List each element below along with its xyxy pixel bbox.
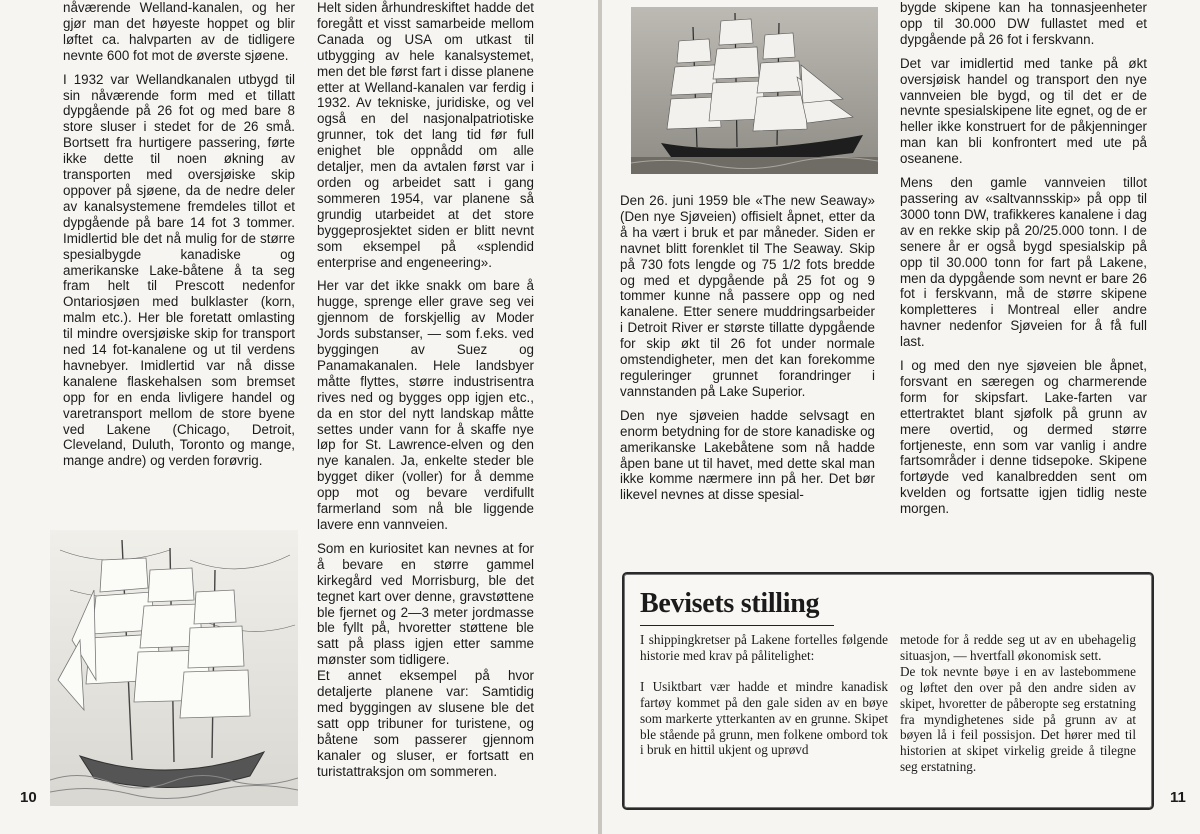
sidebar-box <box>622 572 1154 810</box>
box-paragraph: I shippingkretser på Lakene fortelles følgende historie med krav på pålitelighet: <box>640 632 888 663</box>
left-page-column-1 <box>63 0 295 469</box>
page-number: 11 <box>1170 789 1186 806</box>
box-column-left <box>640 632 888 758</box>
paragraph: Mens den gamle vannveien tillot passering av «saltvannsskip» på opp til 3000 tonn DW, trafikkeres kanalene i dag av en rekke skip på 20/25.000 tonn. I de senere år er også bygd spesialskip på opp til 30.000 tonn for fart på Lakene, men da dypgående som nevnt er bare 26 fot i ferskvann, må de større skipene kompletteres i Montreal eller andre havner nedenfor Sjøveien for å få full last. <box>900 175 1147 350</box>
paragraph: nåværende Welland-kanalen, og her gjør man det høyeste hoppet og blir løftet ca. halvparten av de tidligere nevnte 600 fot mot de øverste sjøene. <box>63 0 295 63</box>
sailing-ship-illustration <box>50 530 298 806</box>
left-page <box>0 0 598 834</box>
box-title: Bevisets stilling <box>640 588 820 619</box>
paragraph: Den 26. juni 1959 ble «The new Seaway» (Den nye Sjøveien) offisielt åpnet, etter da å ha vært i bruk et par måneder. Siden er navnet blitt forenklet til The Seaway. Skip på 730 fots lengde og 75 1/2 fots bredde og med et dypgående på 25 fot og 9 tommer kunne nå passere opp og ned kanalene. Etter senere muddringsarbeider i Detroit River er største tillatte dypgående for skip økt til 26 fot under normale omstendigheter, men det kan forekomme reguleringer grunnet forandringer i vannstanden på Lake Superior. <box>620 193 875 399</box>
paragraph: Et annet eksempel på hvor detaljerte planene var: Samtidig med byggingen av slusene ble det satt opp tribuner for turistene, og båtene som passerer gjennom kanaler og sluser, er fortsatt en turistattraksjon om sommeren. <box>317 668 534 779</box>
left-page-column-2 <box>317 0 534 780</box>
paragraph: Her var det ikke snakk om bare å hugge, sprenge eller grave seg vei gjennom de forskjellig av Moder Jords substanser, — som f.eks. ved byggingen av Suez og Panamakanalen. Hele landsbyer måtte flyttes, større industrisentra rives ned og bygges opp igjen etc., da en stor del nytt landskap måtte settes under vann for å skaffe nye løp for St. Lawrence-elven og den nye kanalen. Ja, enkelte steder ble bygget diker (voller) for å demme opp mot og bevare verdifullt farmerland som nå ble liggende lavere enn vannveien. <box>317 278 534 532</box>
right-page <box>602 0 1200 834</box>
paragraph: Den nye sjøveien hadde selvsagt en enorm betydning for de store kanadiske og amerikanske Lakebåtene som nå hadde åpen bane ut til havet, med dette skal man ikke komme nærmere inn på her. Det bør likevel nevnes at disse spesial- <box>620 407 875 503</box>
paragraph: Helt siden århundreskiftet hadde det foregått et visst samarbeide mellom Canada og USA om utkast til utbygging av hele kanalsystemet, men det ble først fart i disse planene etter at Welland-kanalen var ferdig i 1932. Av tekniske, juridiske, og vel også en del nasjonalpatriotiske grunner, tok det lang tid før full enighet ble oppnådd om alle detaljer, men da avtalen først var i orden og arbeidet satt i gang sommeren 1954, var planene så grundig utarbeidet at det store byggeprosjektet siden er blitt nevnt som eksempel på «splendid enterprise and engeneering». <box>317 0 534 270</box>
paragraph: I 1932 var Wellandkanalen utbygd til sin nåværende form med et tillatt dypgående på 26 fot og med bare 8 store sluser i stedet for de 26 små. Bortsett fra hurtigere passering, førte ikke dette til noen økning av transporten med oversjøiske skip oppover på sjøene, da de nedre deler av kanalsystemene fremdeles tillot et dypgående på bare 14 fot 3 tommer. Imidlertid ble det nå mulig for de større spesialbygde kanadiske og amerikanske Lake-båtene å ta seg fram helt til Prescott nedenfor Ontariosjøen med bulklaster (korn, malm etc.). Her ble foretatt omlasting til mindre oversjøiske skip for transport ned 14 fot-kanalene og ut til verdens havnebyer. Imidlertid var nå disse kanalene flaskehalsen som bremset opp for en enda livligere handel og varetransport mellom de store byene ved Lakene (Chicago, Detroit, Cleveland, Duluth, Toronto og mange, mange andre) og verden forøvrig. <box>63 71 295 469</box>
page-number: 10 <box>20 789 37 806</box>
box-paragraph: De tok nevnte bøye i en av lastebommene og løftet den over på den andre siden av skipet, hvoretter de påberopte seg erstatning fra myndighetenes side på grunn av at bøyen lå i feil possisjon. Det hører med til historien at skipet virkelig greide å tilegne seg erstatning. <box>900 663 1136 775</box>
paragraph: Det var imidlertid med tanke på økt oversjøisk handel og transport den nye vannveien ble bygd, og til det er de nevnte spesialskipene lite egnet, og de er heller ikke konstruert for de påkjenninger man kan bli konfrontert med ute på oseanene. <box>900 55 1147 167</box>
box-column-right <box>900 632 1136 775</box>
paragraph: Som en kuriositet kan nevnes at for å bevare en større gammel kirkegård ved Morrisburg, ble det tegnet kart over denne, gravstøttene ble fjernet og 2—3 meter jordmasse ble fyllt på, hvoretter støttene ble satt på plass igjen etter samme mønster som tidligere. <box>317 540 534 668</box>
title-underline <box>640 625 834 626</box>
paragraph: I og med den nye sjøveien ble åpnet, forsvant en særegen og charmerende form for skipsfart. Lake-farten var ettertraktet blant sjøfolk på grunn av mere overtid, og dermed større fortjeneste, enn som var vanlig i andre fartsområder i denne tidsepoke. Skipene fortøyde ved kanalbredden sent om kvelden og fortsatte igjen tidlig neste morgen. <box>900 358 1147 517</box>
box-paragraph: I Usiktbart vær hadde et mindre kanadisk fartøy kommet på den gale siden av en bøye som markerte ytterkanten av en grunne. Skipet ble stående på grunn, men folkene ombord tok i bruk en hittil ukjent og uprøvd <box>640 678 888 758</box>
clipper-ship-photo <box>631 7 878 174</box>
paragraph: bygde skipene kan ha tonnasjeenheter opp til 30.000 DW fullastet med et dypgående på 26 fot i ferskvann. <box>900 0 1147 47</box>
box-paragraph: metode for å redde seg ut av en ubehagelig situasjon, — hvertfall økonomisk sett. <box>900 632 1136 663</box>
right-page-column-2 <box>900 0 1147 517</box>
right-page-column-1 <box>620 193 875 503</box>
